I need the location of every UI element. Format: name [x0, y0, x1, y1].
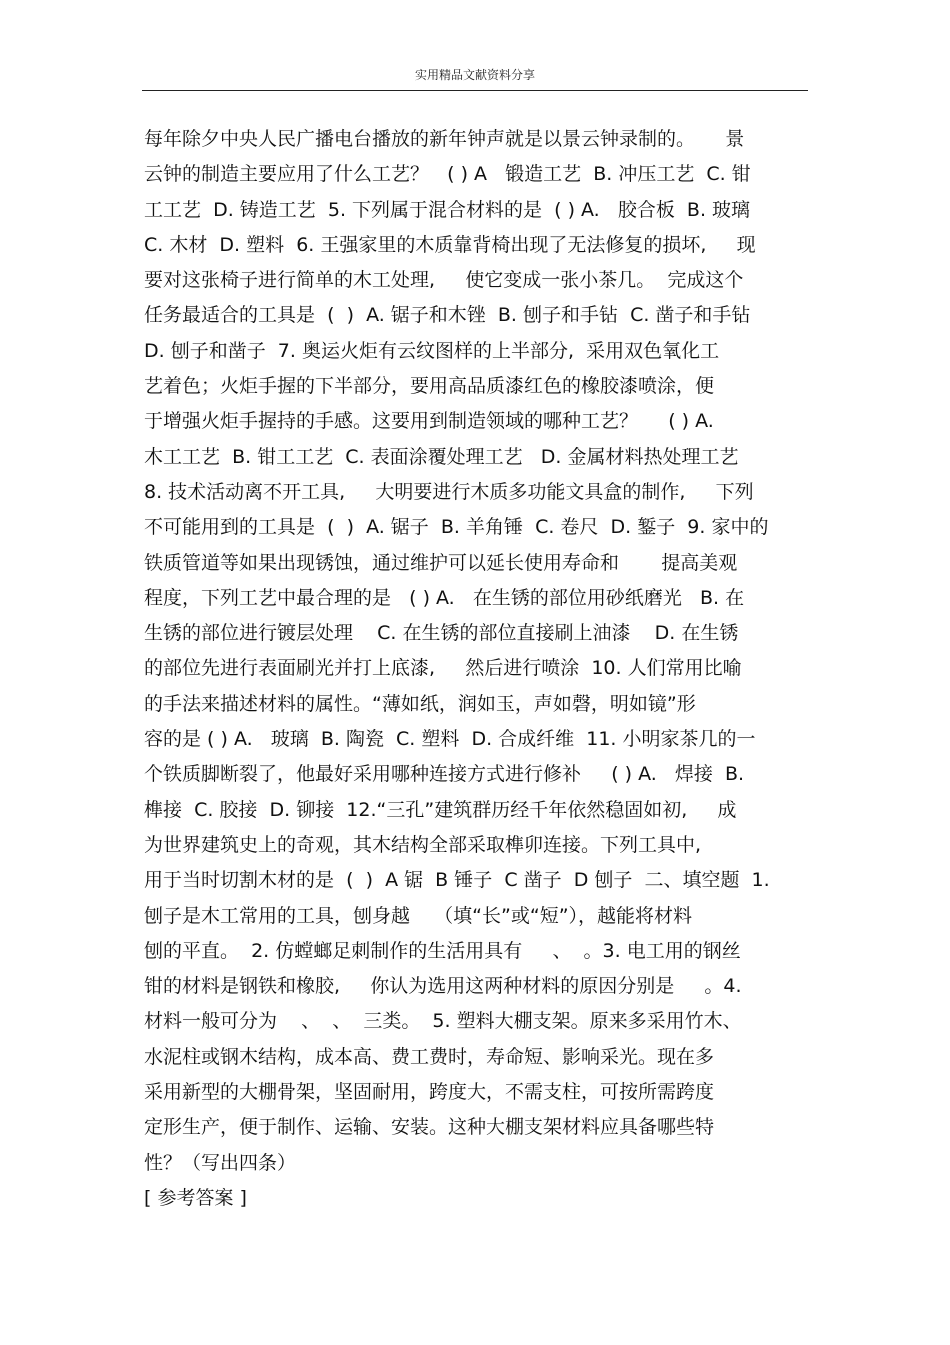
text-line: 容的是 ( ) A. 玻璃 B. 陶瓷 C. 塑料 D. 合成纤维 11. 小明家茶几的一: [144, 728, 756, 751]
text-line: 用于当时切割木材的是 ( ) A 锯 B 锤子 C 凿子 D 刨子 二、填空题 1.: [144, 869, 770, 892]
text-line: 刨的平直。 2. 仿螳螂足刺制作的生活用具有 、 。3. 电工用的钢丝: [144, 939, 741, 962]
text-line: C. 木材 D. 塑料 6. 王强家里的木质靠背椅出现了无法修复的损坏, 现: [144, 233, 756, 256]
text-line: 的手法来描述材料的属性。“薄如纸，润如玉，声如磬，明如镜”形: [144, 692, 696, 715]
text-line: 定形生产，便于制作、运输、安装。这种大棚支架材料应具备哪些特: [144, 1116, 715, 1139]
text-line: 为世界建筑史上的奇观，其木结构全部采取榫卯连接。下列工具中,: [144, 833, 702, 856]
text-line: 8. 技术活动离不开工具, 大明要进行木质多功能文具盒的制作, 下列: [144, 480, 754, 503]
text-line: 每年除夕中央人民广播电台播放的新年钟声就是以景云钟录制的。 景: [144, 128, 745, 150]
text-line: 材料一般可分为 、 、 三类。 5. 塑料大棚支架。原来多采用竹木、: [144, 1010, 742, 1033]
text-line: 的部位先进行表面刷光并打上底漆, 然后进行喷涂 10. 人们常用比喻: [144, 657, 742, 680]
text-line: 工工艺 D. 铸造工艺 5. 下列属于混合材料的是 ( ) A. 胶合板 B. 玻璃: [144, 198, 751, 221]
text-line: 任务最适合的工具是 ( ) A. 锯子和木锉 B. 刨子和手钻 C. 凿子和手钻: [144, 304, 751, 327]
document-body: [144, 122, 824, 1216]
text-line: 于增强火炬手握持的手感。这要用到制造领域的哪种工艺？ ( ) A.: [144, 410, 714, 433]
text-line: 刨子是木工常用的工具，刨身越 （填“长”或“短”），越能将材料: [144, 904, 693, 927]
text-line: [ 参考答案 ]: [144, 1186, 247, 1209]
text-line: 个铁质脚断裂了，他最好采用哪种连接方式进行修补 ( ) A. 焊接 B.: [144, 763, 745, 786]
text-line: 程度，下列工艺中最合理的是 ( ) A. 在生锈的部位用砂纸磨光 B. 在: [144, 586, 745, 609]
text-line: 艺着色；火炬手握的下半部分，要用高品质漆红色的橡胶漆喷涂，便: [144, 375, 715, 398]
text-line: 云钟的制造主要应用了什么工艺？ ( ) A 锻造工艺 B. 冲压工艺 C. 钳: [144, 163, 751, 186]
text-line: 不可能用到的工具是 ( ) A. 锯子 B. 羊角锤 C. 卷尺 D. 錾子 9. 家中的: [144, 516, 769, 539]
text-line: 木工工艺 B. 钳工工艺 C. 表面涂覆处理工艺 D. 金属材料热处理工艺: [144, 445, 739, 468]
text-line: 生锈的部位进行镀层处理 C. 在生锈的部位直接刷上油漆 D. 在生锈: [144, 622, 739, 645]
text-line: 钳的材料是钢铁和橡胶, 你认为选用这两种材料的原因分别是 。4.: [144, 975, 742, 998]
text-line: 性？（写出四条）: [144, 1151, 297, 1174]
text-line: 榫接 C. 胶接 D. 铆接 12.“三孔”建筑群历经千年依然稳固如初, 成: [144, 798, 737, 821]
header-divider: [142, 90, 808, 91]
text-line: 铁质管道等如果出现锈蚀，通过维护可以延长使用寿命和 提高美观: [144, 551, 738, 574]
text-line: 要对这张椅子进行简单的木工处理, 使它变成一张小茶几。 完成这个: [144, 269, 744, 292]
text-line: 水泥柱或钢木结构，成本高、费工费时，寿命短、影响采光。现在多: [144, 1045, 715, 1068]
text-line: D. 刨子和凿子 7. 奥运火炬有云纹图样的上半部分, 采用双色氧化工: [144, 339, 720, 362]
text-line: 采用新型的大棚骨架，坚固耐用，跨度大，不需支柱，可按所需跨度: [144, 1081, 715, 1104]
page-header: 实用精品文献资料分享: [414, 68, 535, 82]
